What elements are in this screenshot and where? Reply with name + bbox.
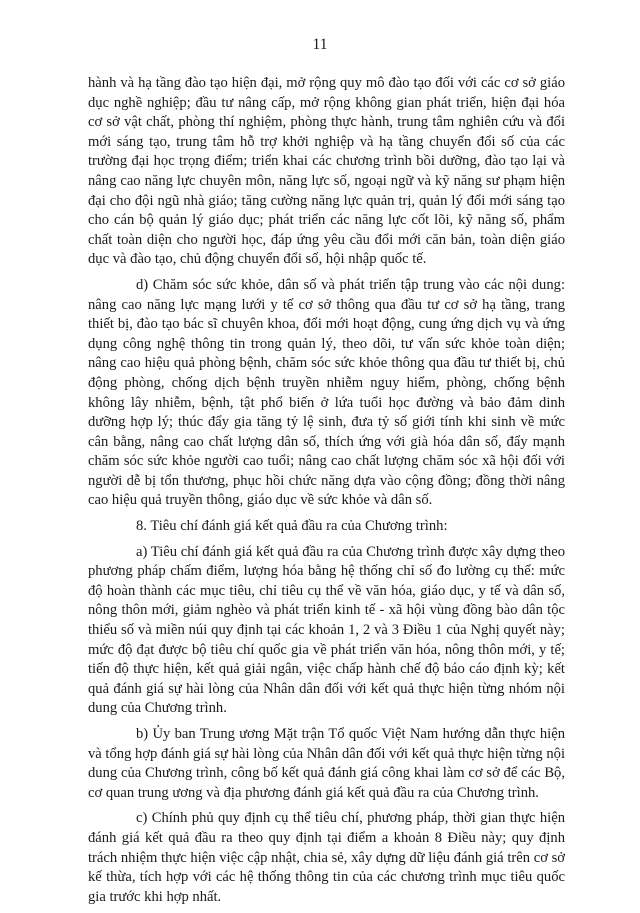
paragraph-continuation: hành và hạ tầng đào tạo hiện đại, mở rộng quy mô đào tạo đối với các cơ sở giáo dục nghề nghiệp; đầu tư nâng cấp, mở rộng không gian phát triển, hiện đại hóa cơ sở vật chất, phòng thí nghiệm, phòng thực hành, trung tâm nghiên cứu và đổi mới sáng tạo, trung tâm hỗ trợ khởi nghiệp và hạ tầng chuyển đổi số của các trường đại học trọng điểm; triển khai các chương trình bồi dưỡng, đào tạo lại và nâng cao năng lực chuyên môn, năng lực số, ngoại ngữ và kỹ năng sư phạm hiện đại cho đội ngũ nhà giáo; tăng cường năng lực quản trị, quản lý đổi mới sáng tạo cho cán bộ quản lý giáo dục; phát triển các năng lực cốt lõi, kỹ năng số, phẩm chất toàn diện cho người học, đáp ứng yêu cầu đổi mới căn bản, toàn diện giáo dục và đào tạo, chủ động chuyển đổi số, hội nhập quốc tế. bbox=[88, 75, 565, 268]
paragraph-criteria-c: c) Chính phủ quy định cụ thể tiêu chí, phương pháp, thời gian thực hiện đánh giá kết quả đầu ra theo quy định tại điểm a khoản 8 Điều này; quy định trách nhiệm thực hiện việc cập nhật, chia sẻ, xây dựng dữ liệu đánh giá trên cơ sở kế thừa, tích hợp với các hệ thống thông tin của các chương trình mục tiêu quốc gia trước khi hợp nhất. bbox=[88, 810, 565, 905]
paragraph-criteria-b: b) Ủy ban Trung ương Mặt trận Tổ quốc Việt Nam hướng dẫn thực hiện và tổng hợp đánh giá sự hài lòng của Nhân dân đối với kết quả thực hiện từng nội dung của Chương trình, công bố kết quả đánh giá công khai làm cơ sở để các Bộ, cơ quan trung ương và địa phương đánh giá kết quả đầu ra của Chương trình. bbox=[88, 726, 565, 801]
page-number: 11 bbox=[312, 36, 328, 53]
paragraph-health-population: d) Chăm sóc sức khỏe, dân số và phát triển tập trung vào các nội dung: nâng cao năng lực mạng lưới y tế cơ sở thông qua đầu tư cơ sở hạ tầng, trang thiết bị, đào tạo bác sĩ chuyên khoa, đổi mới hoạt động, cung ứng dịch vụ và ứng dụng công nghệ thông tin trong quản lý, theo dõi, tư vấn sức khỏe toàn diện; nâng cao hiệu quả phòng bệnh, chăm sóc sức khỏe thông qua đầu tư thiết bị, chủ động phòng, chống dịch bệnh truyền nhiễm nguy hiểm, phòng, chống bệnh không lây nhiễm, bệnh, tật phổ biến ở lứa tuổi học đường và bảo đảm dinh dưỡng hợp lý; thúc đẩy gia tăng tỷ lệ sinh, đưa tỷ số giới tính khi sinh về mức cân bằng, nâng cao chất lượng dân số, thích ứng với già hóa dân số, đẩy mạnh chăm sóc sức khỏe người cao tuổi; nâng cao chất lượng chăm sóc xã hội đối với người dễ bị tổn thương, phục hồi chức năng dựa vào cộng đồng; đồng thời nâng cao hiệu quả truyền thông, giáo dục về sức khỏe và dân số. bbox=[88, 276, 565, 509]
document-body bbox=[88, 74, 565, 913]
paragraph-criteria-a: a) Tiêu chí đánh giá kết quả đầu ra của Chương trình được xây dựng theo phương pháp chấm điểm, lượng hóa bằng hệ thống chỉ số đo lường cụ thể: mức độ hoàn thành các mục tiêu, chỉ tiêu cụ thể về văn hóa, giáo dục, y tế và dân số, nông thôn mới, giảm nghèo và phát triển kinh tế - xã hội vùng đồng bào dân tộc thiểu số và miền núi quy định tại các khoản 1, 2 và 3 Điều 1 của Nghị quyết này; mức độ đạt được bộ tiêu chí quốc gia về phát triển văn hóa, nông thôn mới, y tế; tiến độ thực hiện, kết quả giải ngân, việc chấp hành chế độ báo cáo định kỳ; kết quả đánh giá sự hài lòng của Nhân dân đối với kết quả thực hiện từng nhóm nội dung của Chương trình. bbox=[88, 543, 565, 717]
section-heading-8: 8. Tiêu chí đánh giá kết quả đầu ra của Chương trình: bbox=[136, 518, 448, 535]
